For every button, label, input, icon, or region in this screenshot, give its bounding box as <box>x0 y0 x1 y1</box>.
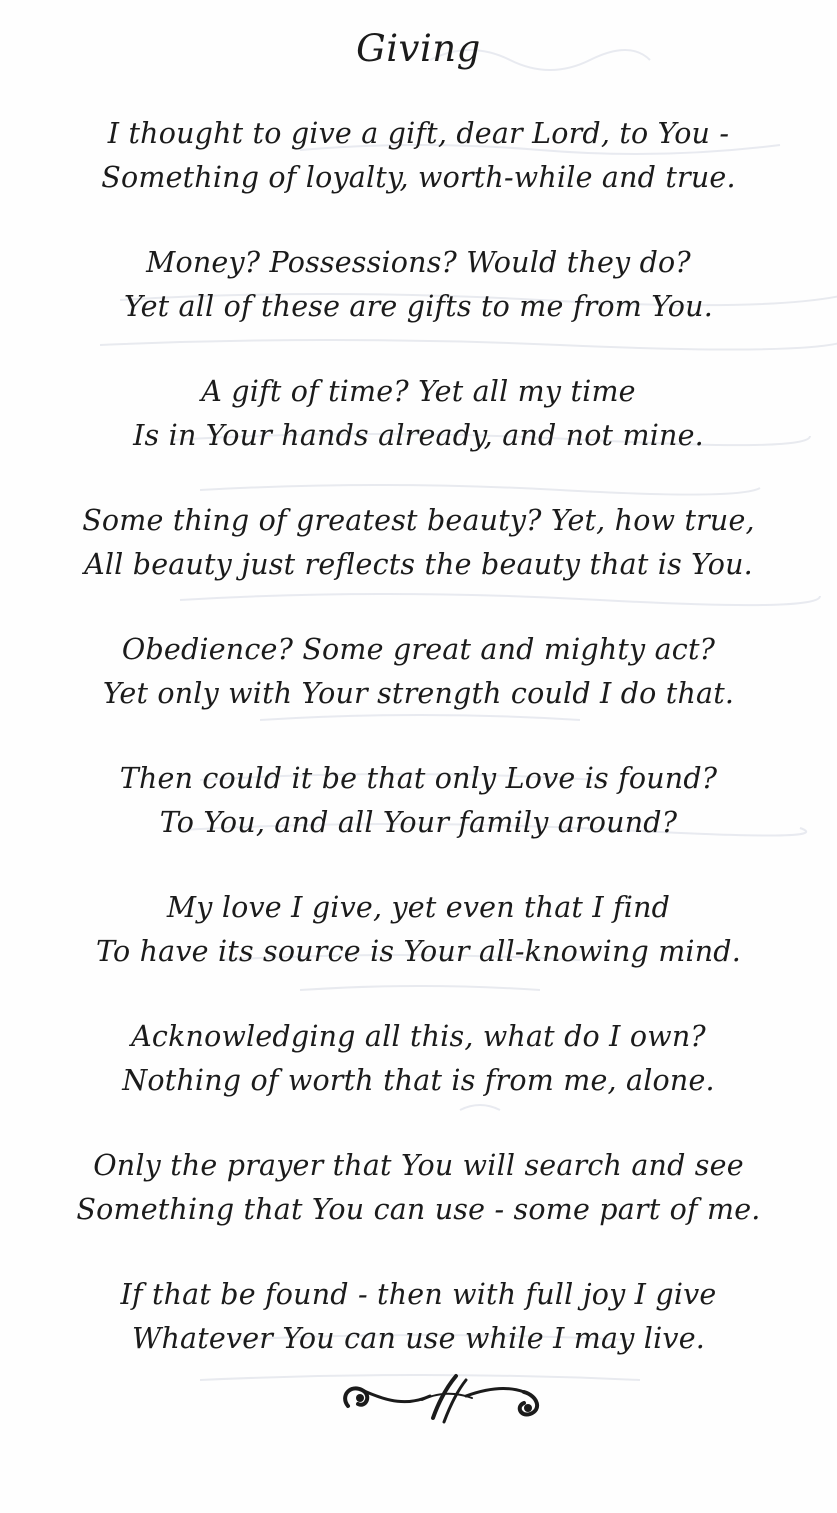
poem-line: A gift of time? Yet all my time <box>201 375 636 408</box>
poem <box>0 26 837 1402</box>
stanza-3 <box>0 370 837 458</box>
poem-line: Something that You can use - some part of me. <box>76 1193 761 1226</box>
stanza-9 <box>0 1144 837 1232</box>
poem-line: To have its source is Your all-knowing mind. <box>95 935 742 968</box>
stanza-7 <box>0 886 837 974</box>
poem-line: Only the prayer that You will search and see <box>93 1149 744 1182</box>
stanza-1 <box>0 112 837 200</box>
poem-line: All beauty just reflects the beauty that is You. <box>84 548 753 581</box>
poem-line: Something of loyalty, worth-while and true. <box>101 161 736 194</box>
poem-title: Giving <box>356 27 481 70</box>
poem-line: Nothing of worth that is from me, alone. <box>122 1064 715 1097</box>
poem-line: If that be found - then with full joy I give <box>120 1278 717 1311</box>
poem-line: To You, and all Your family around? <box>159 806 678 839</box>
stanza-5 <box>0 628 837 716</box>
poem-line: Yet all of these are gifts to me from You. <box>124 290 713 323</box>
poem-line: Then could it be that only Love is found? <box>119 762 718 795</box>
poem-line: Some thing of greatest beauty? Yet, how true, <box>82 504 755 537</box>
poem-line: Acknowledging all this, what do I own? <box>131 1020 706 1053</box>
poem-line: Is in Your hands already, and not mine. <box>133 419 704 452</box>
stanza-6 <box>0 757 837 845</box>
stanza-2 <box>0 241 837 329</box>
stanza-10 <box>0 1273 837 1361</box>
poem-line: Money? Possessions? Would they do? <box>146 246 691 279</box>
scroll-flourish-icon <box>338 1366 550 1434</box>
poem-line: Yet only with Your strength could I do that. <box>102 677 735 710</box>
stanza-4 <box>0 499 837 587</box>
poem-line: Obedience? Some great and mighty act? <box>121 633 716 666</box>
poem-line: My love I give, yet even that I find <box>166 891 671 924</box>
poem-line: I thought to give a gift, dear Lord, to You - <box>107 117 730 150</box>
stanza-8 <box>0 1015 837 1103</box>
poem-line: Whatever You can use while I may live. <box>131 1322 706 1355</box>
